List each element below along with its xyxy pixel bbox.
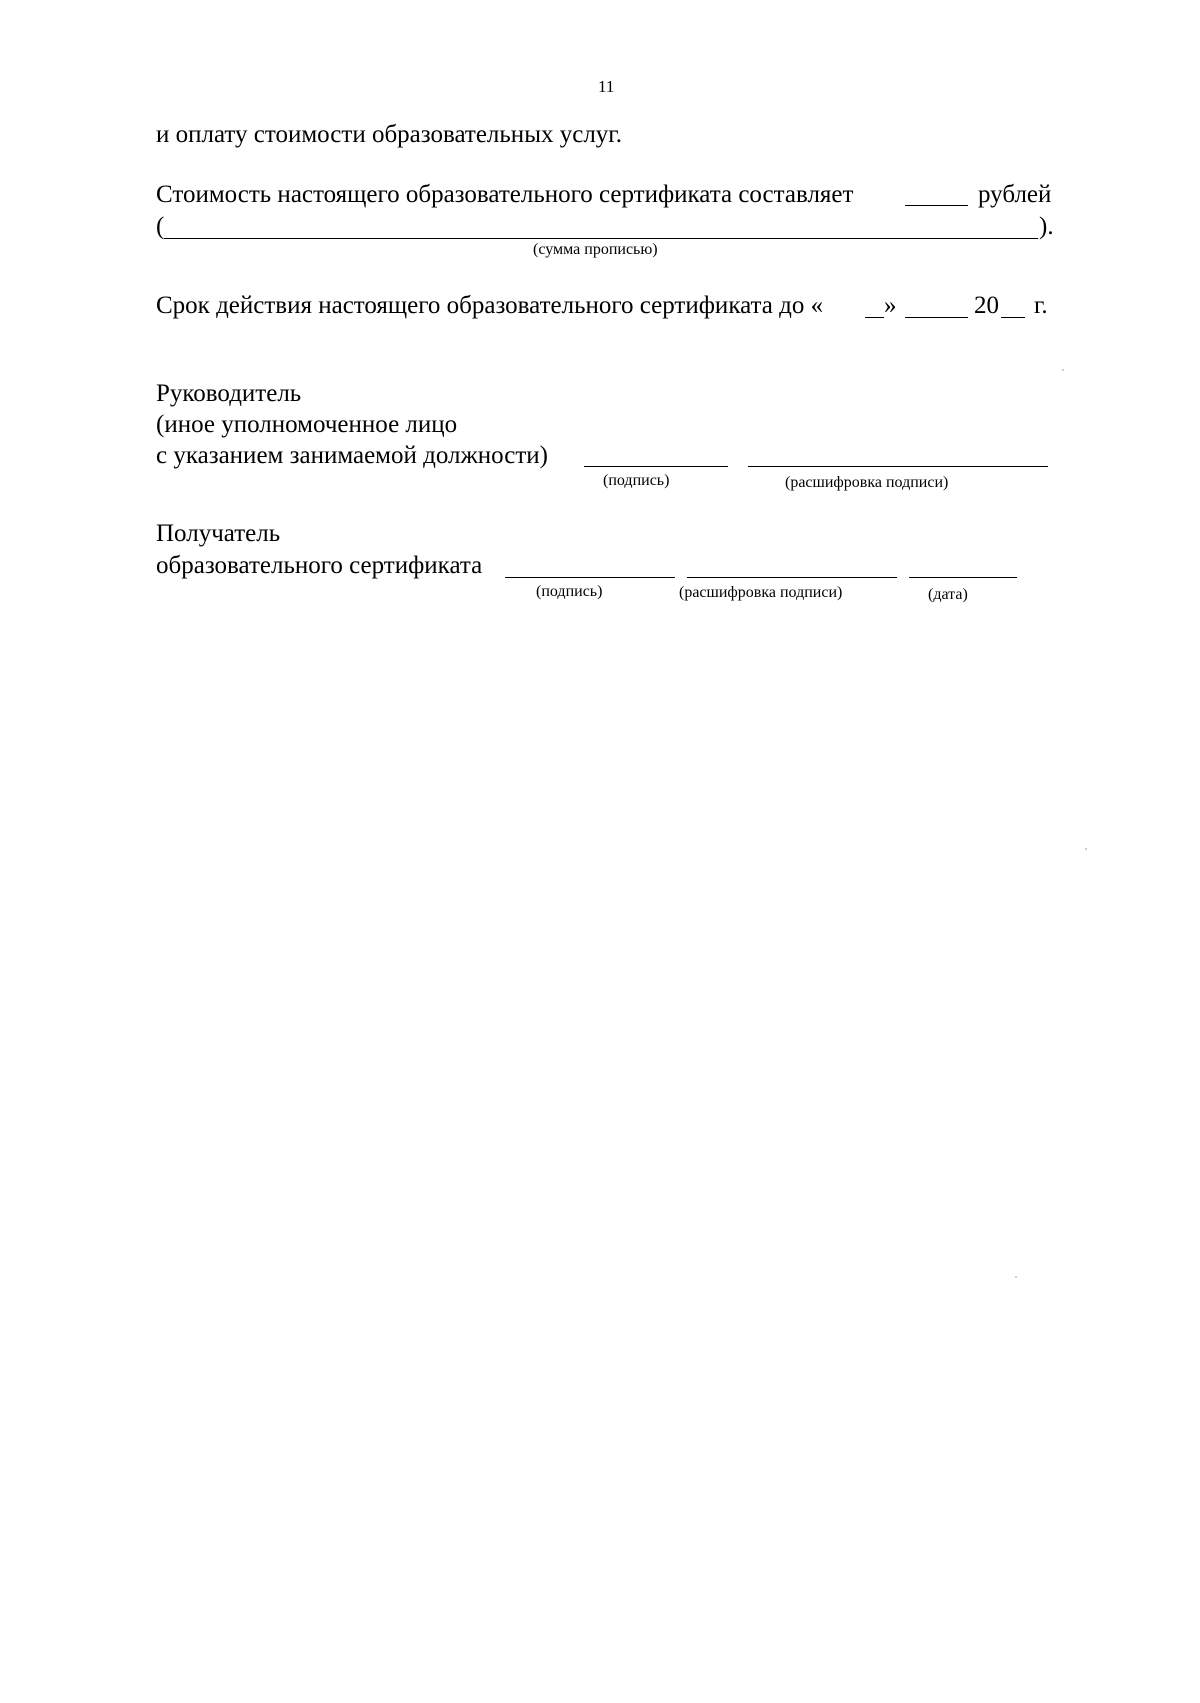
validity-day-field[interactable]	[865, 317, 884, 318]
validity-quote-close: »	[884, 292, 897, 319]
recipient-date-caption: (дата)	[928, 586, 968, 603]
recipient-signature-caption: (подпись)	[536, 583, 603, 600]
recipient-signature-field[interactable]	[505, 577, 675, 578]
validity-year-field[interactable]	[1001, 317, 1025, 318]
validity-text: Срок действия настоящего образовательного сертификата до «	[156, 292, 824, 319]
head-title: Руководитель	[156, 380, 302, 407]
recipient-subtitle: образовательного сертификата	[156, 552, 483, 579]
validity-year-suffix: г.	[1034, 292, 1048, 319]
head-subtitle: (иное уполномоченное лицо	[156, 411, 458, 438]
head-signature-caption: (подпись)	[603, 472, 670, 489]
cost-caption: (сумма прописью)	[533, 241, 658, 258]
recipient-decoding-caption: (расшифровка подписи)	[679, 584, 843, 601]
cost-in-words-field[interactable]	[164, 238, 1038, 239]
head-position-note: с указанием занимаемой должности)	[156, 442, 548, 469]
page-number: 11	[598, 77, 615, 96]
head-signature-field[interactable]	[584, 466, 728, 467]
recipient-title: Получатель	[156, 520, 281, 547]
cost-open-paren: (	[156, 213, 165, 240]
validity-month-field[interactable]	[905, 317, 968, 318]
head-decoding-caption: (расшифровка подписи)	[785, 474, 949, 491]
head-decoding-field[interactable]	[748, 466, 1048, 467]
continuation-text: и оплату стоимости образовательных услуг.	[156, 121, 622, 148]
scan-speck	[1062, 369, 1064, 371]
scan-speck	[1015, 1276, 1017, 1278]
validity-year-prefix: 20	[974, 292, 999, 319]
scan-speck	[1085, 848, 1087, 850]
recipient-date-field[interactable]	[909, 577, 1017, 578]
cost-text: Стоимость настоящего образовательного сертификата составляет	[156, 181, 854, 208]
cost-amount-field[interactable]	[905, 205, 968, 206]
cost-close-paren: ).	[1039, 213, 1054, 240]
cost-currency: рублей	[978, 181, 1052, 208]
recipient-decoding-field[interactable]	[687, 577, 897, 578]
